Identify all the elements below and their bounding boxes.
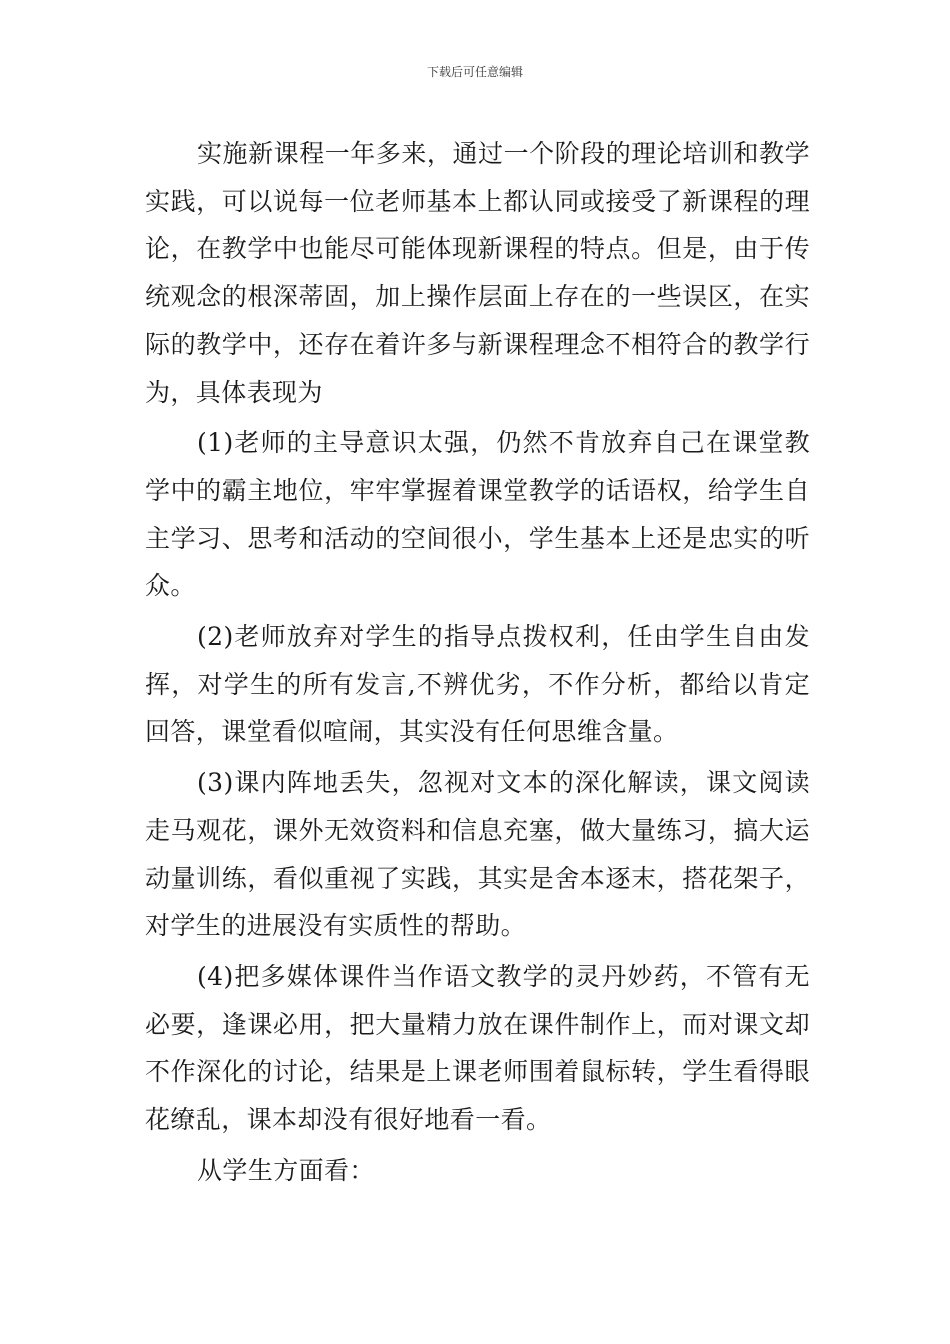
paragraph-point-3: (3)课内阵地丢失，忽视对文本的深化解读，课文阅读走马观花，课外无效资料和信息充塞，做大量练习，搞大运动量训练，看似重视了实践，其实是舍本逐末，搭花架子，对学生的进展没有实质性的帮助。 xyxy=(145,768,810,941)
paragraph-intro: 实施新课程一年多来，通过一个阶段的理论培训和教学实践，可以说每一位老师基本上都认同或接受了新课程的理论，在教学中也能尽可能体现新课程的特点。但是，由于传统观念的根深蒂固，加上操作层面上存在的一些误区，在实际的教学中，还存在着许多与新课程理念不相符合的教学行为，具体表现为 xyxy=(145,139,810,407)
document-body xyxy=(145,130,810,1197)
paragraph-point-4: (4)把多媒体课件当作语文教学的灵丹妙药，不管有无必要，逢课必用，把大量精力放在课件制作上，而对课文却不作深化的讨论，结果是上课老师围着鼠标转，学生看得眼花缭乱，课本却没有很好地看一看。 xyxy=(145,961,810,1135)
paragraph-point-1: (1)老师的主导意识太强，仍然不肯放弃自己在课堂教学中的霸主地位，牢牢掌握着课堂教学的话语权，给学生自主学习、思考和活动的空间很小，学生基本上还是忠实的听众。 xyxy=(145,428,810,601)
page-header: 下载后可任意编辑 xyxy=(426,65,523,79)
paragraph-point-2: (2)老师放弃对学生的指导点拨权利，任由学生自由发挥，对学生的所有发言,不辨优劣，不作分析，都给以肯定回答，课堂看似喧闹，其实没有任何思维含量。 xyxy=(145,622,810,747)
paragraph-student-heading: 从学生方面看： xyxy=(197,1155,375,1185)
